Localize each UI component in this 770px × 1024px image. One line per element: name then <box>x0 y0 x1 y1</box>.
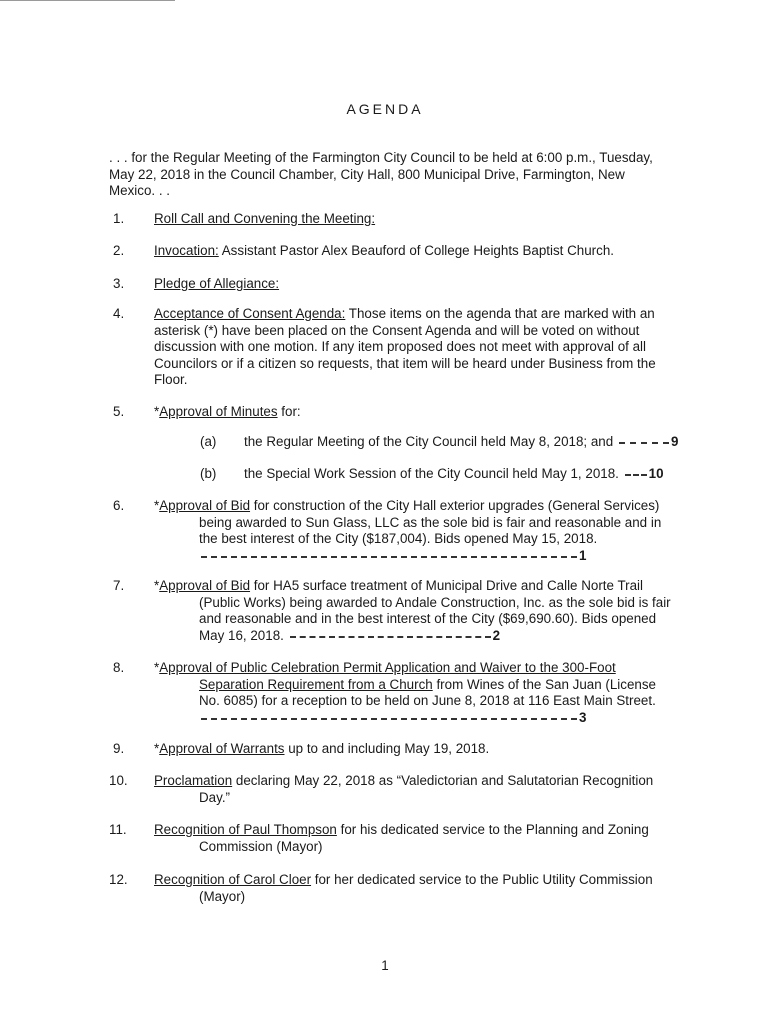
page-number: 1 <box>381 958 389 973</box>
dash-leader <box>199 712 579 722</box>
item-body <box>154 872 679 905</box>
scan-edge-line <box>0 0 175 1</box>
item-body <box>154 660 679 726</box>
consent-asterisk: * <box>154 404 160 419</box>
dash-leader <box>623 468 649 478</box>
item-number: 7. <box>113 578 125 593</box>
item-number: 6. <box>113 498 125 513</box>
item-number: 12. <box>109 872 128 887</box>
item-text: for her dedicated service to the Public Utility Commission (Mayor) <box>199 872 653 904</box>
subitem-description: the Special Work Session of the City Council held May 1, 2018. <box>244 466 619 481</box>
dash-leader <box>288 630 493 640</box>
item-body <box>154 211 679 228</box>
page-ref: 3 <box>579 709 587 725</box>
item-number: 1. <box>113 211 125 226</box>
subitem-label: (b) <box>200 466 217 481</box>
consent-asterisk: * <box>154 741 160 756</box>
item-body <box>154 243 679 260</box>
page-ref: 2 <box>492 627 501 643</box>
subitem-description: the Regular Meeting of the City Council held May 8, 2018; and <box>244 434 614 449</box>
item-number: 3. <box>113 276 125 291</box>
item-body <box>154 822 679 855</box>
item-number: 8. <box>113 660 125 675</box>
consent-asterisk: * <box>154 498 160 513</box>
item-text: Those items on the agenda that are marked with an asterisk (*) have been placed on the Consent Agenda and will be voted on without discussion with one motion. If any item proposed does not meet with approval of all Councilors or if a citizen so requests, that item will be heard under Business from the Floor. <box>154 306 656 388</box>
intro-paragraph: . . . for the Regular Meeting of the Farmington City Council to be held at 6:00 p.m., Tuesday, May 22, 2018 in the Council Chamber, City Hall, 800 Municipal Drive, Farmington, New Mexico. . . <box>109 150 653 199</box>
item-text: for HA5 surface treatment of Municipal Drive and Calle Norte Trail (Public Works) being awarded to Andale Construction, Inc. as the sole bid is fair and reasonable and in the best interest of the City ($69,690.60). Bids opened May 16, 2018. <box>199 578 671 643</box>
item-heading: Recognition of Carol Cloer <box>154 872 312 887</box>
item-text: for his dedicated service to the Planning and Zoning Commission (Mayor) <box>199 822 649 854</box>
item-text: declaring May 22, 2018 as “Valedictorian and Salutatorian Recognition Day.” <box>199 773 654 805</box>
item-heading: Recognition of Paul Thompson <box>154 822 337 837</box>
item-heading: Roll Call and Convening the Meeting: <box>154 211 376 226</box>
item-number: 10. <box>109 773 128 788</box>
item-number: 9. <box>113 741 125 756</box>
item-heading: Approval of Bid <box>159 578 251 593</box>
item-text: up to and including May 19, 2018. <box>284 741 490 756</box>
subitem-text <box>244 466 664 483</box>
item-number: 4. <box>113 306 125 321</box>
item-heading: Acceptance of Consent Agenda: <box>154 306 346 321</box>
item-body <box>154 498 679 564</box>
item-body <box>154 773 679 806</box>
dash-leader <box>617 436 671 446</box>
dash-leader <box>199 550 579 560</box>
item-heading: Approval of Minutes <box>159 404 278 419</box>
item-text: from Wines of the San Juan (License No. 6085) for a reception to be held on June 8, 2018 at 116 East Main Street. <box>199 676 657 709</box>
item-text: for construction of the City Hall exterior upgrades (General Services) being awarded to Sun Glass, LLC as the sole bid is fair and reasonable and in the best interest of the City ($187,004). Bids opened May 15, 2018. <box>199 498 662 547</box>
subitem-text <box>244 434 678 451</box>
item-heading: Proclamation <box>154 773 233 788</box>
consent-asterisk: * <box>154 578 160 593</box>
item-body <box>154 578 679 644</box>
item-text: for: <box>277 404 301 419</box>
page-ref: 10 <box>648 466 664 481</box>
item-heading: Pledge of Allegiance: <box>154 276 280 291</box>
item-number: 5. <box>113 404 125 419</box>
item-number: 2. <box>113 243 125 258</box>
item-body <box>154 306 659 389</box>
page-ref: 9 <box>670 434 679 449</box>
item-body <box>154 404 679 421</box>
subitem-label: (a) <box>200 434 217 449</box>
item-heading: Approval of Warrants <box>159 741 285 756</box>
item-text: Assistant Pastor Alex Beauford of College Heights Baptist Church. <box>218 243 614 258</box>
item-body <box>154 741 679 758</box>
consent-asterisk: * <box>154 660 160 675</box>
item-heading: Approval of Bid <box>159 498 251 513</box>
page-ref: 1 <box>579 547 587 563</box>
page-title: AGENDA <box>346 101 424 117</box>
item-heading: Approval of Public Celebration Permit Application and Waiver to the 300-Foot Separation Requirement from a Church <box>159 660 616 692</box>
item-number: 11. <box>109 822 127 837</box>
item-body <box>154 276 679 293</box>
item-heading: Invocation: <box>154 243 219 258</box>
